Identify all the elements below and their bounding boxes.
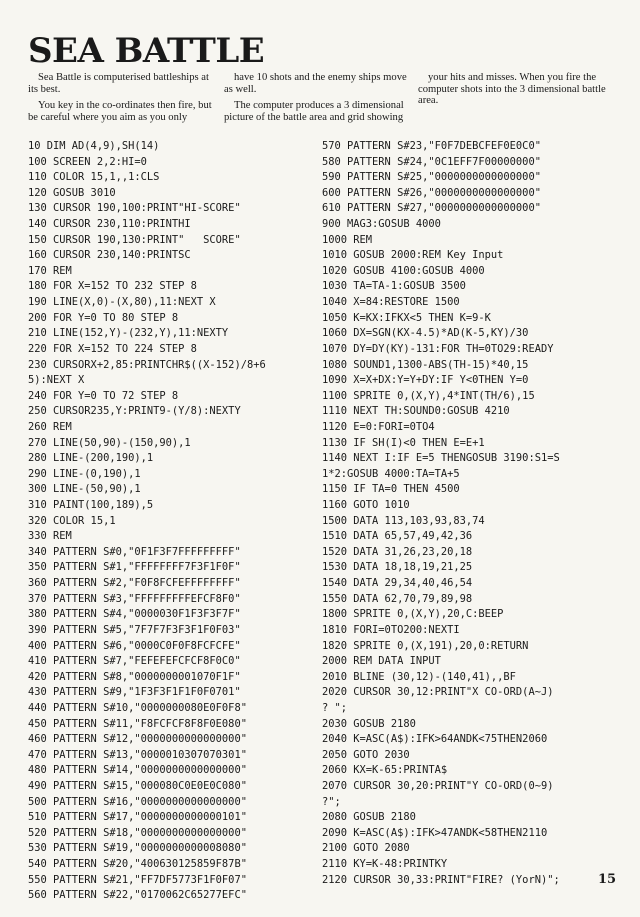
code-line: 900 MAG3:GOSUB 4000 xyxy=(322,218,441,231)
intro-paragraph: your hits and misses. When you fire the computer shots into the 3 dimensional battle area. xyxy=(418,72,606,106)
code-line: 1090 X=X+DX:Y=Y+DY:IF Y<0THEN Y=0 xyxy=(322,374,529,387)
code-line: 570 PATTERN S#23,"F0F7DEBCFEF0E0C0" xyxy=(322,140,541,152)
code-line: 1140 NEXT I:IF E=5 THENGOSUB 3190:S1=S xyxy=(322,452,560,465)
code-line: 2060 KX=K-65:PRINTA$ xyxy=(322,764,448,777)
intro-paragraph: Sea Battle is computerised battleships at its best. xyxy=(28,72,209,95)
code-line: 160 CURSOR 230,140:PRINTSC xyxy=(28,249,191,262)
code-line: 1820 SPRITE 0,(X,191),20,0:RETURN xyxy=(322,639,529,652)
code-line: 420 PATTERN S#8,"0000000001070F1F" xyxy=(28,670,241,683)
code-line: 2020 CURSOR 30,12:PRINT"X CO-ORD(A~J) xyxy=(322,686,554,699)
code-line: 550 PATTERN S#21,"FF7DF5773F1F0F07" xyxy=(28,873,247,886)
intro-paragraph: The computer produces a 3 dimensional picture of the battle area and grid showing xyxy=(224,100,404,123)
code-line: 510 PATTERN S#17,"0000000000000101" xyxy=(28,811,247,824)
code-line: 430 PATTERN S#9,"1F3F3F1F1F0F0701" xyxy=(28,686,241,699)
code-line: 280 LINE-(200,190),1 xyxy=(28,452,154,465)
code-line: 2090 K=ASC(A$):IFK>47ANDK<58THEN2110 xyxy=(322,826,548,839)
code-line: 460 PATTERN S#12,"0000000000000000" xyxy=(28,733,247,746)
code-line: 130 CURSOR 190,100:PRINT"HI-SCORE" xyxy=(28,202,241,215)
code-line: ?"; xyxy=(322,795,341,808)
code-line: 410 PATTERN S#7,"FEFEFEFCFCF8F0C0" xyxy=(28,655,241,668)
code-line: 1060 DX=SGN(KX-4.5)*AD(K-5,KY)/30 xyxy=(322,327,529,340)
code-line: 1540 DATA 29,34,40,46,54 xyxy=(322,577,473,590)
code-line: 300 LINE-(50,90),1 xyxy=(28,483,141,496)
program-listing-left xyxy=(28,139,318,904)
code-line: 450 PATTERN S#11,"F8FCFCF8F8F0E080" xyxy=(28,717,247,730)
code-line: 240 FOR Y=0 TO 72 STEP 8 xyxy=(28,389,179,402)
code-line: 500 PATTERN S#16,"0000000000000000" xyxy=(28,795,247,808)
code-line: 250 CURSOR235,Y:PRINT9-(Y/8):NEXTY xyxy=(28,405,241,418)
code-line: 1040 X=84:RESTORE 1500 xyxy=(322,296,460,309)
code-line: 150 CURSOR 190,130:PRINT" SCORE" xyxy=(28,233,241,246)
code-line: 200 FOR Y=0 TO 80 STEP 8 xyxy=(28,311,179,324)
code-line: 2080 GOSUB 2180 xyxy=(322,811,416,824)
code-line: 1160 GOTO 1010 xyxy=(322,499,410,512)
code-line: 290 LINE-(0,190),1 xyxy=(28,467,141,480)
code-line: 1010 GOSUB 2000:REM Key Input xyxy=(322,249,504,262)
code-line: 480 PATTERN S#14,"0000000000000000" xyxy=(28,764,247,777)
code-line: 1810 FORI=0TO200:NEXTI xyxy=(322,623,460,636)
code-line: 2110 KY=K-48:PRINTKY xyxy=(322,858,448,871)
program-listing-right xyxy=(322,139,632,888)
code-line: 1530 DATA 18,18,19,21,25 xyxy=(322,561,473,574)
code-line: 540 PATTERN S#20,"400630125859F87B" xyxy=(28,858,247,871)
code-line: 440 PATTERN S#10,"0000000080E0F0F8" xyxy=(28,701,247,714)
code-line: 370 PATTERN S#3,"FFFFFFFFFEFCF8F0" xyxy=(28,592,241,605)
code-line: 260 REM xyxy=(28,420,72,433)
page-number: 15 xyxy=(598,872,617,887)
code-line: 1080 SOUND1,1300-ABS(TH-15)*40,15 xyxy=(322,358,529,371)
code-line: 560 PATTERN S#22,"0170062C65277EFC" xyxy=(28,889,247,902)
code-line: 1000 REM xyxy=(322,233,373,246)
code-line: 350 PATTERN S#1,"FFFFFFFF7F3F1F0F" xyxy=(28,561,241,574)
code-line: 1800 SPRITE 0,(X,Y),20,C:BEEP xyxy=(322,608,504,621)
code-line: 2000 REM DATA INPUT xyxy=(322,655,441,668)
intro-column-1 xyxy=(28,72,218,128)
code-line: 1130 IF SH(I)<0 THEN E=E+1 xyxy=(322,436,485,449)
code-line: ? "; xyxy=(322,701,348,714)
code-line: 380 PATTERN S#4,"0000030F1F3F3F7F" xyxy=(28,608,241,621)
code-line: 2120 CURSOR 30,33:PRINT"FIRE? (YorN)"; xyxy=(322,873,560,886)
code-line: 1020 GOSUB 4100:GOSUB 4000 xyxy=(322,264,485,277)
code-line: 1520 DATA 31,26,23,20,18 xyxy=(322,545,473,558)
code-line: 210 LINE(152,Y)-(232,Y),11:NEXTY xyxy=(28,327,229,340)
intro-column-2 xyxy=(224,72,414,128)
code-line: 140 CURSOR 230,110:PRINTHI xyxy=(28,218,191,231)
code-line: 2010 BLINE (30,12)-(140,41),,BF xyxy=(322,670,516,683)
code-line: 520 PATTERN S#18,"0000000000000000" xyxy=(28,826,247,839)
code-line: 310 PAINT(100,189),5 xyxy=(28,499,154,512)
code-line: 2070 CURSOR 30,20:PRINT"Y CO-ORD(0~9) xyxy=(322,779,554,792)
code-line: 2050 GOTO 2030 xyxy=(322,748,410,761)
code-line: 2100 GOTO 2080 xyxy=(322,842,410,855)
code-line: 1100 SPRITE 0,(X,Y),4*INT(TH/6),15 xyxy=(322,389,535,402)
code-line: 330 REM xyxy=(28,530,72,543)
code-line: 10 DIM AD(4,9),SH(14) xyxy=(28,140,160,152)
code-line: 400 PATTERN S#6,"0000C0F0F8FCFCFE" xyxy=(28,639,241,652)
code-line: 340 PATTERN S#0,"0F1F3F7FFFFFFFFF" xyxy=(28,545,241,558)
code-line: 230 CURSORX+2,85:PRINTCHR$((X-152)/8+6 xyxy=(28,358,266,371)
code-line: 1110 NEXT TH:SOUND0:GOSUB 4210 xyxy=(322,405,510,418)
article-title: SEA BATTLE xyxy=(28,31,265,71)
code-line: 610 PATTERN S#27,"0000000000000000" xyxy=(322,202,541,215)
code-line: 1510 DATA 65,57,49,42,36 xyxy=(322,530,473,543)
code-line: 100 SCREEN 2,2:HI=0 xyxy=(28,155,147,168)
code-line: 600 PATTERN S#26,"0000000000000000" xyxy=(322,186,541,199)
code-line: 2030 GOSUB 2180 xyxy=(322,717,416,730)
code-line: 190 LINE(X,0)-(X,80),11:NEXT X xyxy=(28,296,216,309)
code-line: 470 PATTERN S#13,"0000010307070301" xyxy=(28,748,247,761)
code-line: 530 PATTERN S#19,"0000000000008080" xyxy=(28,842,247,855)
code-line: 490 PATTERN S#15,"000080C0E0E0C080" xyxy=(28,779,247,792)
code-line: 120 GOSUB 3010 xyxy=(28,186,116,199)
code-line: 1*2:GOSUB 4000:TA=TA+5 xyxy=(322,467,460,480)
intro-paragraph: have 10 shots and the enemy ships move as well. xyxy=(224,72,407,95)
code-line: 1120 E=0:FORI=0TO4 xyxy=(322,420,435,433)
code-line: 1030 TA=TA-1:GOSUB 3500 xyxy=(322,280,466,293)
code-line: 1500 DATA 113,103,93,83,74 xyxy=(322,514,485,527)
code-line: 180 FOR X=152 TO 232 STEP 8 xyxy=(28,280,197,293)
code-line: 390 PATTERN S#5,"7F7F7F3F3F1F0F03" xyxy=(28,623,241,636)
code-line: 1550 DATA 62,70,79,89,98 xyxy=(322,592,473,605)
code-line: 320 COLOR 15,1 xyxy=(28,514,116,527)
code-line: 1070 DY=DY(KY)-131:FOR TH=0TO29:READY xyxy=(322,342,554,355)
code-line: 360 PATTERN S#2,"F0F8FCFEFFFFFFFF" xyxy=(28,577,241,590)
code-line: 220 FOR X=152 TO 224 STEP 8 xyxy=(28,342,197,355)
code-line: 2040 K=ASC(A$):IFK>64ANDK<75THEN2060 xyxy=(322,733,548,746)
code-line: 1150 IF TA=0 THEN 4500 xyxy=(322,483,460,496)
code-line: 5):NEXT X xyxy=(28,374,85,387)
code-line: 110 COLOR 15,1,,1:CLS xyxy=(28,171,160,184)
intro-paragraph: You key in the co-ordinates then fire, but be careful where you aim as you only xyxy=(28,100,212,123)
code-line: 1050 K=KX:IFKX<5 THEN K=9-K xyxy=(322,311,491,324)
code-line: 170 REM xyxy=(28,264,72,277)
code-line: 270 LINE(50,90)-(150,90),1 xyxy=(28,436,191,449)
code-line: 590 PATTERN S#25,"0000000000000000" xyxy=(322,171,541,184)
code-line: 580 PATTERN S#24,"0C1EFF7F00000000" xyxy=(322,155,541,168)
intro-column-3 xyxy=(418,72,614,112)
